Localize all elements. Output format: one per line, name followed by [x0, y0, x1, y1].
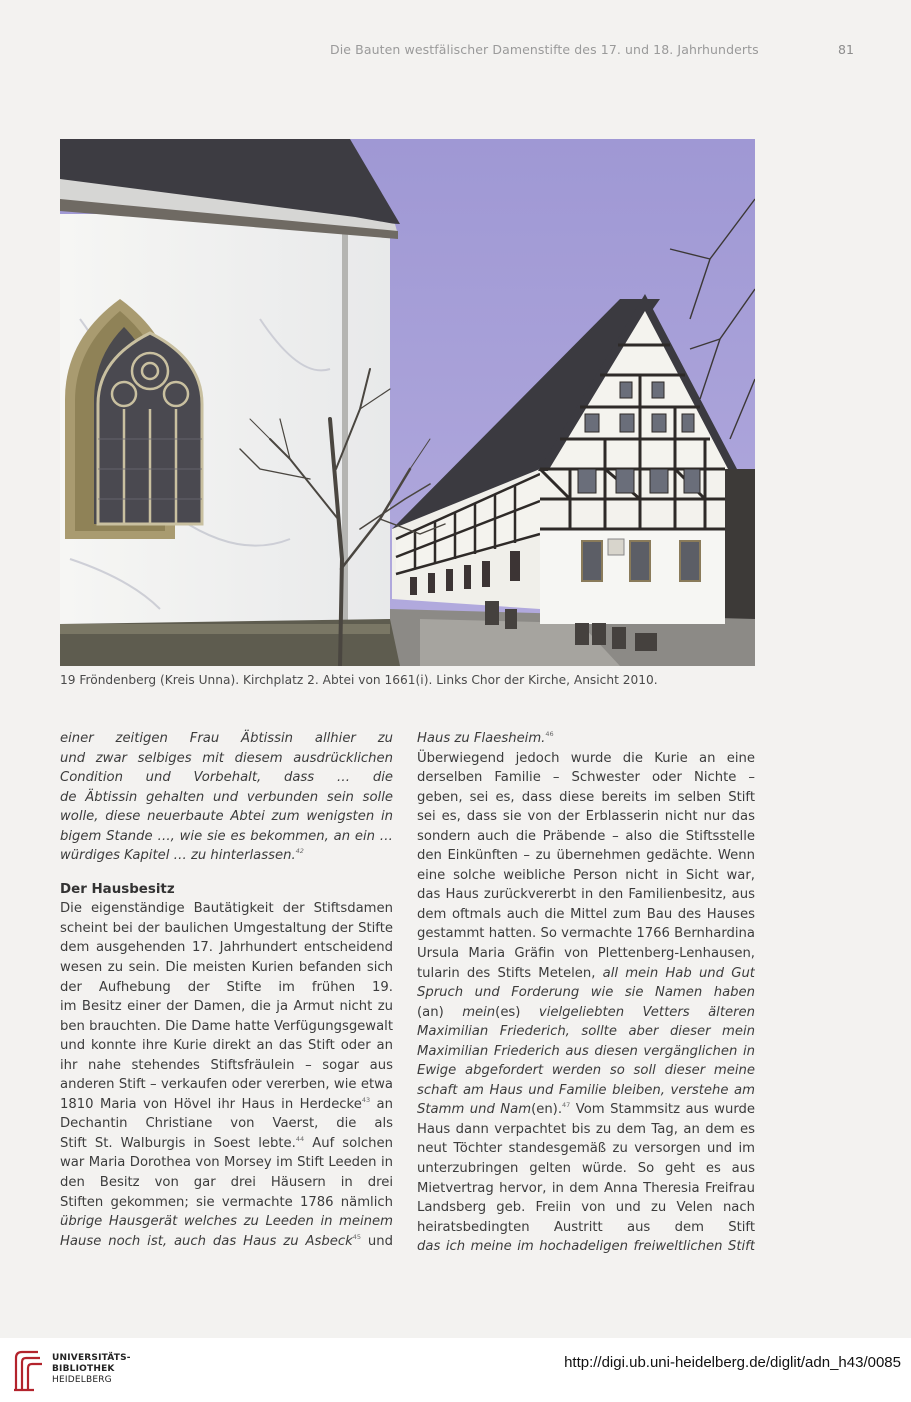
page-number: 81 — [838, 42, 854, 57]
body-line: dem ausgehenden 17. Jahrhundert entscheidend — [60, 940, 393, 956]
body-line: sondern auch die Präbende – also die Stiftsstelle — [417, 828, 755, 844]
body-line: ben brauchten. Die Dame hatte Verfügungsgewalt — [60, 1018, 393, 1034]
quote-line: einer zeitigen Frau Äbtissin allhier zu — [60, 731, 393, 746]
quote-text: vielgeliebten Vetters älteren — [538, 1004, 755, 1020]
body-line: ihr nahe stehendes Stiftsfräulein – sogar aus — [60, 1057, 393, 1073]
body-line: im Besitz einer der Damen, die ja Armut nicht zu — [60, 999, 393, 1015]
body-line: Ursula Maria Gräfin von Plettenberg-Lenhausen, — [417, 946, 755, 962]
body-line: Haus dann verpachtet bis zu dem Tag, an dem es — [417, 1121, 755, 1137]
permalink-url[interactable]: http://digi.ub.uni-heidelberg.de/diglit/adn_h43/0085 — [564, 1354, 901, 1371]
quote-line: übrige Hausgerät welches zu Leeden in meinem — [60, 1214, 393, 1230]
body-line: sei es, dass sie von der Erblasserin nicht nur das — [417, 809, 755, 825]
body-line: den Einkünften – zu übernehmen gedächte. Wenn — [417, 848, 755, 864]
body-line — [417, 964, 755, 984]
quote-text: Hause noch ist, auch das Haus zu Asbeck — [60, 1233, 353, 1249]
body-line: der Aufhebung der Stifte im frühen 19. — [60, 979, 393, 995]
logo-line: HEIDELBERG — [52, 1375, 112, 1385]
body-line — [60, 1134, 393, 1154]
body-line: scheint bei der baulichen Umgestaltung der Stifte — [60, 920, 393, 936]
body-line — [60, 1193, 393, 1213]
body-line: Dechantin Christiane von Vaerst, die als — [60, 1116, 393, 1132]
footnote-ref[interactable]: 47 — [562, 1101, 571, 1110]
university-library-logo-icon[interactable] — [10, 1346, 46, 1394]
logo-text — [52, 1353, 131, 1386]
figure-caption: 19 Fröndenberg (Kreis Unna). Kirchplatz 2. Abtei von 1661(i). Links Chor der Kirche, Ansicht 2010. — [60, 673, 658, 687]
footnote-ref[interactable]: 46 — [545, 730, 554, 738]
quote-line: Ewige abgefordert werden so soll dieser meine — [417, 1063, 755, 1079]
quote-line: de Äbtissin gehalten und verbunden sein solle — [60, 789, 393, 805]
body-line: das Haus zurückvererbt in den Familienbesitz, aus — [417, 887, 755, 903]
quote-line: das ich meine im hochadeligen freiweltlichen Stift — [417, 1239, 755, 1255]
quote-text: mein — [462, 1004, 496, 1020]
body-line: eine solche weibliche Person nicht in Sicht war, — [417, 867, 755, 883]
right-column — [417, 729, 755, 1257]
quote-line: Condition und Vorbehalt, dass … die — [60, 770, 393, 786]
body-line: Überwiegend jedoch wurde die Kurie an eine — [417, 750, 755, 766]
left-column — [60, 729, 393, 1251]
quote-line: Maximilian Friederich, sollte aber dieser mein — [417, 1024, 755, 1040]
quote-line — [417, 729, 755, 749]
quote-line: Spruch und Forderung wie sie Namen haben — [417, 985, 755, 1001]
body-text: (en). — [531, 1102, 563, 1118]
body-line: unterzubringen gelten würde. So geht es aus — [417, 1161, 755, 1177]
body-text: Auf solchen — [312, 1135, 393, 1151]
body-text: Vom Stammsitz aus wurde — [575, 1102, 755, 1118]
quote-line: und zwar selbiges mit diesem ausdrücklichen — [60, 750, 393, 766]
body-text: und — [367, 1233, 393, 1249]
body-line: Die eigenständige Bautätigkeit der Stiftsdamen — [60, 901, 393, 917]
body-line: dem oftmals auch die Mittel zum Bau des Hauses — [417, 906, 755, 922]
body-line: gestammt hatten. So vermachte 1766 Bernhardina — [417, 926, 755, 942]
quote-line: wolle, diese neuerbaute Abtei zum wenigsten in — [60, 809, 393, 825]
footnote-ref[interactable]: 42 — [295, 847, 304, 856]
footnote-ref[interactable]: 43 — [361, 1095, 371, 1104]
body-text: Stift St. Walburgis in Soest lebte. — [60, 1135, 296, 1151]
figure-photo — [60, 139, 755, 666]
running-title: Die Bauten westfälischer Damenstifte des 17. und 18. Jahrhunderts — [330, 42, 759, 57]
body-line — [60, 1232, 393, 1252]
body-line: heiratsbedingten Austritt aus dem Stift — [417, 1219, 755, 1235]
body-line — [60, 1095, 393, 1115]
body-line: und konnte ihre Kurie direkt an das Stift oder an — [60, 1038, 393, 1054]
footnote-ref[interactable]: 45 — [352, 1232, 362, 1241]
body-text: (es) — [495, 1004, 539, 1020]
body-line: Landsberg geb. Freiin von und zu Velen nach — [417, 1200, 755, 1216]
body-line: geben, sei es, dass diese bereits im selben Stift — [417, 789, 755, 805]
body-line: anderen Stift – verkaufen oder vererben, wie etwa — [60, 1077, 393, 1093]
footnote-ref[interactable]: 44 — [295, 1134, 305, 1143]
logo-line: UNIVERSITÄTS- — [52, 1353, 131, 1363]
body-text: tularin des Stifts Metelen, — [417, 965, 603, 981]
body-text: 1810 Maria von Hövel ihr Haus in Herdecke — [60, 1096, 362, 1112]
logo-line: BIBLIOTHEK — [52, 1364, 115, 1374]
quote-text: all mein Hab und Gut — [602, 965, 755, 981]
body-line: neut Töchter standesgemäß zu versorgen und im — [417, 1141, 755, 1157]
body-line: war Maria Dorothea von Morsey im Stift Leeden in — [60, 1155, 393, 1171]
body-line: wesen zu sein. Die meisten Kurien befanden sich — [60, 960, 393, 976]
quote-line: bigem Stande …, wie sie es bekommen, an ein … — [60, 828, 393, 844]
footer-bar — [0, 1338, 911, 1402]
body-line — [417, 1100, 755, 1120]
quote-text: Stamm und Nam — [417, 1102, 532, 1118]
body-line: derselben Familie – Schwester oder Nichte – — [417, 770, 755, 786]
quote-line — [60, 846, 393, 866]
body-text: Stiften gekommen; sie vermachte 1786 nämlich — [60, 1194, 393, 1210]
body-line: Mietvertrag hervor, in dem Anna Theresia Freifrau — [417, 1180, 755, 1196]
body-text: an — [376, 1096, 393, 1112]
body-text: (an) — [417, 1004, 463, 1020]
body-line: den Besitz von gar drei Häusern in drei — [60, 1175, 393, 1191]
quote-text: würdiges Kapitel … zu hinterlassen. — [60, 848, 296, 864]
quote-line: Maximilian Friederich aus diesen vergänglichen in — [417, 1043, 755, 1059]
body-line — [417, 1003, 755, 1023]
section-heading: Der Hausbesitz — [60, 881, 175, 897]
quote-line: schaft am Haus und Familie bleiben, verstehe am — [417, 1082, 755, 1098]
quote-text: Haus zu Flaesheim. — [417, 731, 546, 746]
